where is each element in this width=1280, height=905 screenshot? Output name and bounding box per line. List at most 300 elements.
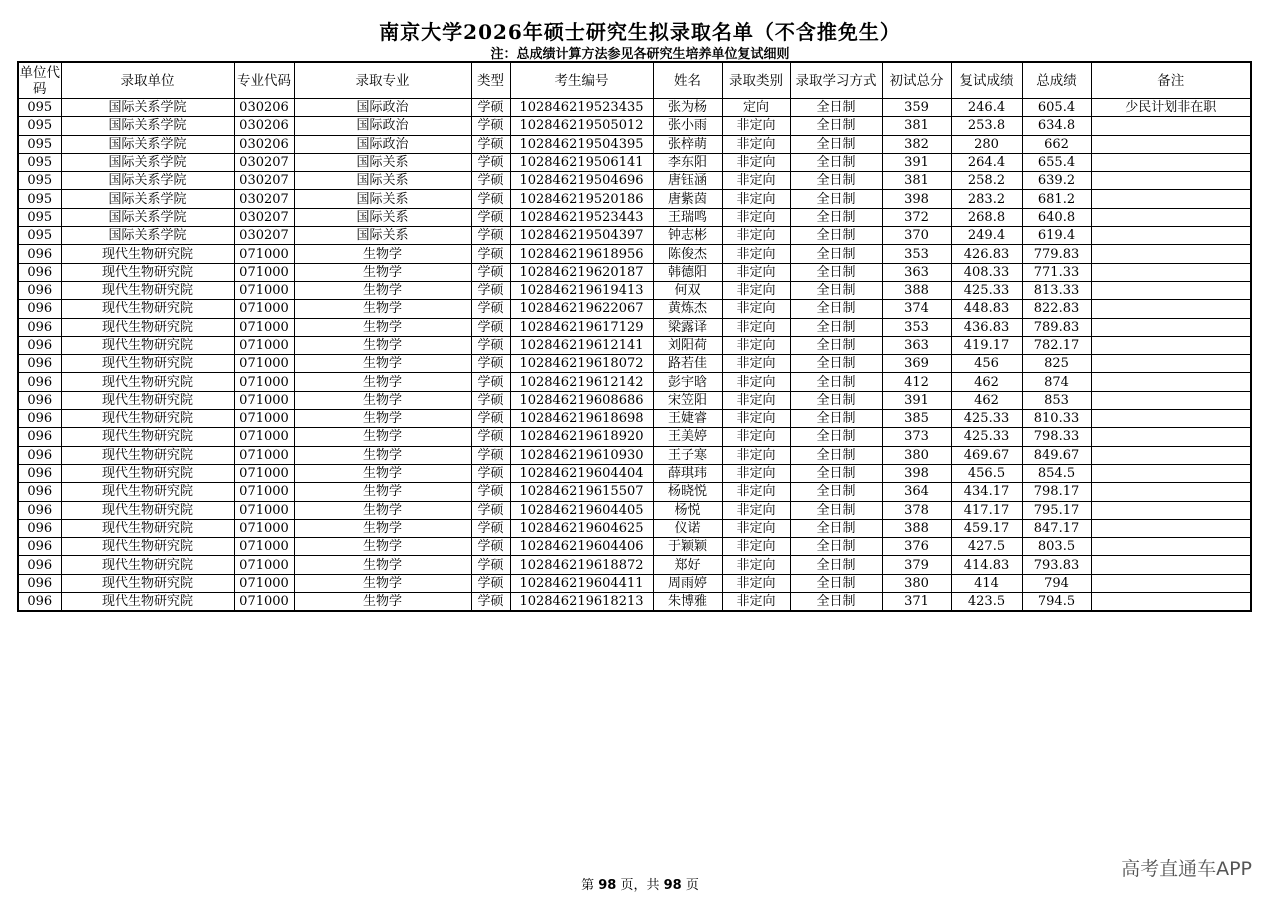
cell-admission-unit: 现代生物研究院 <box>61 428 234 446</box>
cell-retest-score: 436.83 <box>951 318 1022 336</box>
cell-retest-score: 408.33 <box>951 263 1022 281</box>
cell-remarks <box>1091 263 1251 281</box>
cell-candidate-number: 102846219604625 <box>510 519 653 537</box>
cell-retest-score: 253.8 <box>951 117 1022 135</box>
cell-admission-major: 国际关系 <box>294 208 471 226</box>
cell-retest-score: 268.8 <box>951 208 1022 226</box>
cell-degree-type: 学硕 <box>471 373 510 391</box>
cell-admission-category: 非定向 <box>722 446 790 464</box>
cell-name: 刘阳荷 <box>653 336 722 354</box>
cell-degree-type: 学硕 <box>471 245 510 263</box>
column-header-unit-code: 单位代码 <box>18 62 61 99</box>
cell-unit-code: 096 <box>18 501 61 519</box>
cell-admission-major: 生物学 <box>294 501 471 519</box>
cell-total-score: 789.83 <box>1022 318 1091 336</box>
cell-admission-category: 非定向 <box>722 574 790 592</box>
cell-study-mode: 全日制 <box>790 446 882 464</box>
cell-name: 郑好 <box>653 556 722 574</box>
cell-major-code: 071000 <box>234 336 294 354</box>
cell-major-code: 071000 <box>234 446 294 464</box>
cell-preliminary-score: 380 <box>882 446 951 464</box>
cell-preliminary-score: 388 <box>882 519 951 537</box>
cell-admission-major: 生物学 <box>294 464 471 482</box>
cell-name: 王婕睿 <box>653 410 722 428</box>
cell-unit-code: 096 <box>18 373 61 391</box>
column-header-admission-category: 录取类别 <box>722 62 790 99</box>
cell-total-score: 810.33 <box>1022 410 1091 428</box>
cell-total-score: 619.4 <box>1022 227 1091 245</box>
cell-candidate-number: 102846219504397 <box>510 227 653 245</box>
admission-table <box>17 61 1252 612</box>
cell-retest-score: 456 <box>951 355 1022 373</box>
cell-admission-unit: 现代生物研究院 <box>61 281 234 299</box>
table-row <box>18 556 1251 574</box>
cell-major-code: 071000 <box>234 538 294 556</box>
cell-preliminary-score: 391 <box>882 153 951 171</box>
footer-middle: 页，共 <box>620 878 660 893</box>
cell-study-mode: 全日制 <box>790 208 882 226</box>
cell-admission-major: 生物学 <box>294 263 471 281</box>
cell-candidate-number: 102846219622067 <box>510 300 653 318</box>
cell-major-code: 071000 <box>234 391 294 409</box>
header-row <box>18 62 1251 99</box>
cell-admission-category: 非定向 <box>722 153 790 171</box>
footer-prefix: 第 <box>581 878 595 893</box>
cell-admission-major: 国际政治 <box>294 117 471 135</box>
cell-degree-type: 学硕 <box>471 318 510 336</box>
cell-degree-type: 学硕 <box>471 593 510 612</box>
cell-degree-type: 学硕 <box>471 501 510 519</box>
cell-unit-code: 096 <box>18 446 61 464</box>
cell-degree-type: 学硕 <box>471 190 510 208</box>
cell-remarks <box>1091 172 1251 190</box>
cell-retest-score: 462 <box>951 373 1022 391</box>
cell-admission-unit: 现代生物研究院 <box>61 391 234 409</box>
column-header-admission-unit: 录取单位 <box>61 62 234 99</box>
cell-study-mode: 全日制 <box>790 355 882 373</box>
cell-major-code: 030207 <box>234 227 294 245</box>
cell-study-mode: 全日制 <box>790 556 882 574</box>
cell-retest-score: 414 <box>951 574 1022 592</box>
cell-candidate-number: 102846219619413 <box>510 281 653 299</box>
cell-degree-type: 学硕 <box>471 117 510 135</box>
cell-degree-type: 学硕 <box>471 464 510 482</box>
cell-unit-code: 095 <box>18 99 61 117</box>
cell-preliminary-score: 379 <box>882 556 951 574</box>
cell-unit-code: 095 <box>18 153 61 171</box>
cell-admission-unit: 国际关系学院 <box>61 99 234 117</box>
cell-name: 王美婷 <box>653 428 722 446</box>
cell-admission-unit: 国际关系学院 <box>61 172 234 190</box>
cell-admission-category: 非定向 <box>722 501 790 519</box>
cell-total-score: 825 <box>1022 355 1091 373</box>
cell-major-code: 071000 <box>234 593 294 612</box>
cell-admission-unit: 现代生物研究院 <box>61 464 234 482</box>
cell-admission-major: 生物学 <box>294 483 471 501</box>
cell-unit-code: 096 <box>18 464 61 482</box>
cell-remarks <box>1091 556 1251 574</box>
cell-admission-major: 国际关系 <box>294 153 471 171</box>
cell-name: 黄炼杰 <box>653 300 722 318</box>
cell-study-mode: 全日制 <box>790 410 882 428</box>
cell-name: 韩德阳 <box>653 263 722 281</box>
cell-preliminary-score: 388 <box>882 281 951 299</box>
cell-total-score: 793.83 <box>1022 556 1091 574</box>
document-note: 注：总成绩计算方法参见各研究生培养单位复试细则 <box>490 47 790 62</box>
cell-retest-score: 417.17 <box>951 501 1022 519</box>
cell-remarks <box>1091 135 1251 153</box>
cell-candidate-number: 102846219612142 <box>510 373 653 391</box>
cell-total-score: 794 <box>1022 574 1091 592</box>
cell-unit-code: 096 <box>18 281 61 299</box>
cell-study-mode: 全日制 <box>790 99 882 117</box>
cell-name: 何双 <box>653 281 722 299</box>
cell-retest-score: 469.67 <box>951 446 1022 464</box>
table-row <box>18 336 1251 354</box>
cell-remarks <box>1091 391 1251 409</box>
cell-total-score: 655.4 <box>1022 153 1091 171</box>
cell-major-code: 071000 <box>234 556 294 574</box>
cell-admission-major: 生物学 <box>294 318 471 336</box>
cell-name: 陈俊杰 <box>653 245 722 263</box>
cell-total-score: 634.8 <box>1022 117 1091 135</box>
document-title: 南京大学2026年硕士研究生拟录取名单（不含推免生） <box>379 20 901 44</box>
cell-name: 周雨婷 <box>653 574 722 592</box>
cell-name: 张为杨 <box>653 99 722 117</box>
cell-remarks <box>1091 153 1251 171</box>
cell-degree-type: 学硕 <box>471 483 510 501</box>
cell-preliminary-score: 364 <box>882 483 951 501</box>
cell-remarks <box>1091 574 1251 592</box>
table-header <box>18 62 1251 99</box>
cell-degree-type: 学硕 <box>471 281 510 299</box>
cell-major-code: 071000 <box>234 373 294 391</box>
cell-preliminary-score: 369 <box>882 355 951 373</box>
cell-total-score: 782.17 <box>1022 336 1091 354</box>
cell-major-code: 071000 <box>234 519 294 537</box>
cell-admission-unit: 现代生物研究院 <box>61 300 234 318</box>
table-row <box>18 245 1251 263</box>
cell-study-mode: 全日制 <box>790 501 882 519</box>
cell-retest-score: 427.5 <box>951 538 1022 556</box>
cell-admission-category: 非定向 <box>722 172 790 190</box>
table-row <box>18 99 1251 117</box>
cell-admission-category: 非定向 <box>722 410 790 428</box>
cell-admission-unit: 现代生物研究院 <box>61 318 234 336</box>
cell-degree-type: 学硕 <box>471 336 510 354</box>
table-row <box>18 300 1251 318</box>
cell-degree-type: 学硕 <box>471 172 510 190</box>
cell-degree-type: 学硕 <box>471 538 510 556</box>
cell-total-score: 803.5 <box>1022 538 1091 556</box>
cell-admission-major: 生物学 <box>294 556 471 574</box>
cell-admission-category: 非定向 <box>722 519 790 537</box>
cell-admission-unit: 现代生物研究院 <box>61 501 234 519</box>
table-row <box>18 593 1251 612</box>
cell-remarks <box>1091 538 1251 556</box>
cell-admission-major: 生物学 <box>294 281 471 299</box>
cell-admission-major: 生物学 <box>294 300 471 318</box>
cell-preliminary-score: 353 <box>882 245 951 263</box>
cell-preliminary-score: 381 <box>882 172 951 190</box>
cell-study-mode: 全日制 <box>790 574 882 592</box>
table-row <box>18 501 1251 519</box>
column-header-remarks: 备注 <box>1091 62 1251 99</box>
cell-degree-type: 学硕 <box>471 227 510 245</box>
cell-retest-score: 425.33 <box>951 410 1022 428</box>
table-row <box>18 355 1251 373</box>
cell-admission-unit: 现代生物研究院 <box>61 593 234 612</box>
column-header-name: 姓名 <box>653 62 722 99</box>
cell-name: 彭宇晗 <box>653 373 722 391</box>
table-row <box>18 391 1251 409</box>
cell-study-mode: 全日制 <box>790 519 882 537</box>
cell-retest-score: 414.83 <box>951 556 1022 574</box>
cell-study-mode: 全日制 <box>790 483 882 501</box>
cell-admission-category: 非定向 <box>722 263 790 281</box>
cell-unit-code: 095 <box>18 227 61 245</box>
cell-total-score: 605.4 <box>1022 99 1091 117</box>
cell-major-code: 071000 <box>234 483 294 501</box>
cell-unit-code: 095 <box>18 208 61 226</box>
cell-study-mode: 全日制 <box>790 428 882 446</box>
cell-study-mode: 全日制 <box>790 318 882 336</box>
table-row <box>18 172 1251 190</box>
cell-major-code: 071000 <box>234 428 294 446</box>
cell-admission-major: 生物学 <box>294 538 471 556</box>
cell-name: 杨晓悦 <box>653 483 722 501</box>
cell-candidate-number: 102846219504696 <box>510 172 653 190</box>
cell-name: 张梓萌 <box>653 135 722 153</box>
table-row <box>18 428 1251 446</box>
cell-retest-score: 425.33 <box>951 428 1022 446</box>
cell-remarks <box>1091 519 1251 537</box>
cell-admission-category: 非定向 <box>722 227 790 245</box>
cell-unit-code: 096 <box>18 483 61 501</box>
cell-unit-code: 096 <box>18 355 61 373</box>
cell-admission-unit: 现代生物研究院 <box>61 263 234 281</box>
cell-study-mode: 全日制 <box>790 227 882 245</box>
cell-admission-unit: 现代生物研究院 <box>61 538 234 556</box>
cell-admission-category: 非定向 <box>722 208 790 226</box>
cell-unit-code: 096 <box>18 336 61 354</box>
cell-degree-type: 学硕 <box>471 446 510 464</box>
table-row <box>18 483 1251 501</box>
cell-major-code: 071000 <box>234 355 294 373</box>
cell-degree-type: 学硕 <box>471 519 510 537</box>
cell-admission-unit: 现代生物研究院 <box>61 483 234 501</box>
cell-name: 王子寒 <box>653 446 722 464</box>
cell-admission-unit: 现代生物研究院 <box>61 410 234 428</box>
cell-total-score: 779.83 <box>1022 245 1091 263</box>
cell-candidate-number: 102846219604404 <box>510 464 653 482</box>
cell-admission-unit: 现代生物研究院 <box>61 519 234 537</box>
column-header-retest-score: 复试成绩 <box>951 62 1022 99</box>
cell-admission-unit: 现代生物研究院 <box>61 336 234 354</box>
cell-unit-code: 095 <box>18 190 61 208</box>
table-body <box>18 99 1251 612</box>
cell-admission-category: 非定向 <box>722 464 790 482</box>
cell-total-score: 662 <box>1022 135 1091 153</box>
cell-candidate-number: 102846219506141 <box>510 153 653 171</box>
cell-study-mode: 全日制 <box>790 135 882 153</box>
cell-degree-type: 学硕 <box>471 556 510 574</box>
cell-candidate-number: 102846219604405 <box>510 501 653 519</box>
cell-admission-unit: 国际关系学院 <box>61 208 234 226</box>
cell-preliminary-score: 353 <box>882 318 951 336</box>
table-row <box>18 227 1251 245</box>
cell-candidate-number: 102846219505012 <box>510 117 653 135</box>
cell-admission-category: 非定向 <box>722 117 790 135</box>
cell-unit-code: 096 <box>18 318 61 336</box>
cell-unit-code: 095 <box>18 135 61 153</box>
cell-total-score: 798.17 <box>1022 483 1091 501</box>
cell-unit-code: 096 <box>18 428 61 446</box>
cell-total-score: 798.33 <box>1022 428 1091 446</box>
cell-candidate-number: 102846219604411 <box>510 574 653 592</box>
cell-total-score: 853 <box>1022 391 1091 409</box>
cell-name: 杨悦 <box>653 501 722 519</box>
column-header-preliminary-score: 初试总分 <box>882 62 951 99</box>
cell-admission-major: 生物学 <box>294 373 471 391</box>
cell-study-mode: 全日制 <box>790 117 882 135</box>
cell-preliminary-score: 373 <box>882 428 951 446</box>
cell-preliminary-score: 371 <box>882 593 951 612</box>
cell-admission-unit: 现代生物研究院 <box>61 556 234 574</box>
cell-preliminary-score: 359 <box>882 99 951 117</box>
cell-admission-major: 生物学 <box>294 519 471 537</box>
cell-admission-major: 国际政治 <box>294 135 471 153</box>
cell-candidate-number: 102846219618213 <box>510 593 653 612</box>
cell-major-code: 030206 <box>234 117 294 135</box>
cell-degree-type: 学硕 <box>471 208 510 226</box>
cell-preliminary-score: 380 <box>882 574 951 592</box>
cell-remarks <box>1091 245 1251 263</box>
cell-major-code: 030206 <box>234 135 294 153</box>
total-page-number: 98 <box>663 878 682 893</box>
cell-study-mode: 全日制 <box>790 593 882 612</box>
cell-remarks <box>1091 410 1251 428</box>
cell-remarks: 少民计划非在职 <box>1091 99 1251 117</box>
cell-major-code: 071000 <box>234 501 294 519</box>
cell-name: 宋笠阳 <box>653 391 722 409</box>
cell-candidate-number: 102846219618872 <box>510 556 653 574</box>
table-row <box>18 318 1251 336</box>
cell-major-code: 071000 <box>234 281 294 299</box>
cell-retest-score: 423.5 <box>951 593 1022 612</box>
table-row <box>18 373 1251 391</box>
cell-major-code: 071000 <box>234 318 294 336</box>
cell-total-score: 849.67 <box>1022 446 1091 464</box>
cell-study-mode: 全日制 <box>790 300 882 318</box>
cell-major-code: 071000 <box>234 245 294 263</box>
cell-admission-unit: 现代生物研究院 <box>61 446 234 464</box>
cell-candidate-number: 102846219617129 <box>510 318 653 336</box>
cell-total-score: 822.83 <box>1022 300 1091 318</box>
cell-unit-code: 095 <box>18 172 61 190</box>
table-row <box>18 117 1251 135</box>
cell-degree-type: 学硕 <box>471 153 510 171</box>
cell-study-mode: 全日制 <box>790 391 882 409</box>
cell-candidate-number: 102846219610930 <box>510 446 653 464</box>
cell-major-code: 030207 <box>234 190 294 208</box>
cell-admission-major: 国际关系 <box>294 172 471 190</box>
cell-admission-unit: 现代生物研究院 <box>61 355 234 373</box>
cell-admission-major: 生物学 <box>294 245 471 263</box>
cell-name: 张小雨 <box>653 117 722 135</box>
cell-name: 路若佳 <box>653 355 722 373</box>
cell-degree-type: 学硕 <box>471 135 510 153</box>
cell-candidate-number: 102846219520186 <box>510 190 653 208</box>
cell-remarks <box>1091 446 1251 464</box>
cell-study-mode: 全日制 <box>790 281 882 299</box>
cell-major-code: 071000 <box>234 574 294 592</box>
cell-name: 唐钰涵 <box>653 172 722 190</box>
cell-unit-code: 096 <box>18 300 61 318</box>
cell-preliminary-score: 398 <box>882 190 951 208</box>
cell-retest-score: 425.33 <box>951 281 1022 299</box>
cell-preliminary-score: 370 <box>882 227 951 245</box>
cell-preliminary-score: 363 <box>882 263 951 281</box>
cell-preliminary-score: 374 <box>882 300 951 318</box>
table-row <box>18 190 1251 208</box>
table-row <box>18 410 1251 428</box>
cell-total-score: 640.8 <box>1022 208 1091 226</box>
cell-preliminary-score: 378 <box>882 501 951 519</box>
cell-candidate-number: 102846219608686 <box>510 391 653 409</box>
cell-remarks <box>1091 464 1251 482</box>
cell-admission-category: 非定向 <box>722 336 790 354</box>
column-header-admission-major: 录取专业 <box>294 62 471 99</box>
table-row <box>18 263 1251 281</box>
cell-unit-code: 096 <box>18 391 61 409</box>
cell-preliminary-score: 398 <box>882 464 951 482</box>
cell-retest-score: 283.2 <box>951 190 1022 208</box>
cell-study-mode: 全日制 <box>790 153 882 171</box>
cell-preliminary-score: 381 <box>882 117 951 135</box>
cell-remarks <box>1091 501 1251 519</box>
cell-retest-score: 456.5 <box>951 464 1022 482</box>
cell-study-mode: 全日制 <box>790 245 882 263</box>
cell-retest-score: 264.4 <box>951 153 1022 171</box>
cell-preliminary-score: 412 <box>882 373 951 391</box>
cell-degree-type: 学硕 <box>471 99 510 117</box>
cell-remarks <box>1091 428 1251 446</box>
table-row <box>18 208 1251 226</box>
cell-admission-major: 生物学 <box>294 336 471 354</box>
cell-unit-code: 096 <box>18 263 61 281</box>
column-header-candidate-number: 考生编号 <box>510 62 653 99</box>
cell-unit-code: 096 <box>18 245 61 263</box>
cell-degree-type: 学硕 <box>471 410 510 428</box>
cell-admission-category: 非定向 <box>722 245 790 263</box>
cell-major-code: 030206 <box>234 99 294 117</box>
cell-retest-score: 280 <box>951 135 1022 153</box>
app-watermark: 高考直通车APP <box>1121 858 1252 880</box>
cell-major-code: 030207 <box>234 172 294 190</box>
cell-preliminary-score: 376 <box>882 538 951 556</box>
cell-admission-major: 生物学 <box>294 574 471 592</box>
cell-candidate-number: 102846219523443 <box>510 208 653 226</box>
column-header-major-code: 专业代码 <box>234 62 294 99</box>
cell-degree-type: 学硕 <box>471 391 510 409</box>
table-row <box>18 135 1251 153</box>
cell-remarks <box>1091 190 1251 208</box>
column-header-total-score: 总成绩 <box>1022 62 1091 99</box>
cell-preliminary-score: 391 <box>882 391 951 409</box>
cell-admission-major: 生物学 <box>294 355 471 373</box>
cell-retest-score: 462 <box>951 391 1022 409</box>
